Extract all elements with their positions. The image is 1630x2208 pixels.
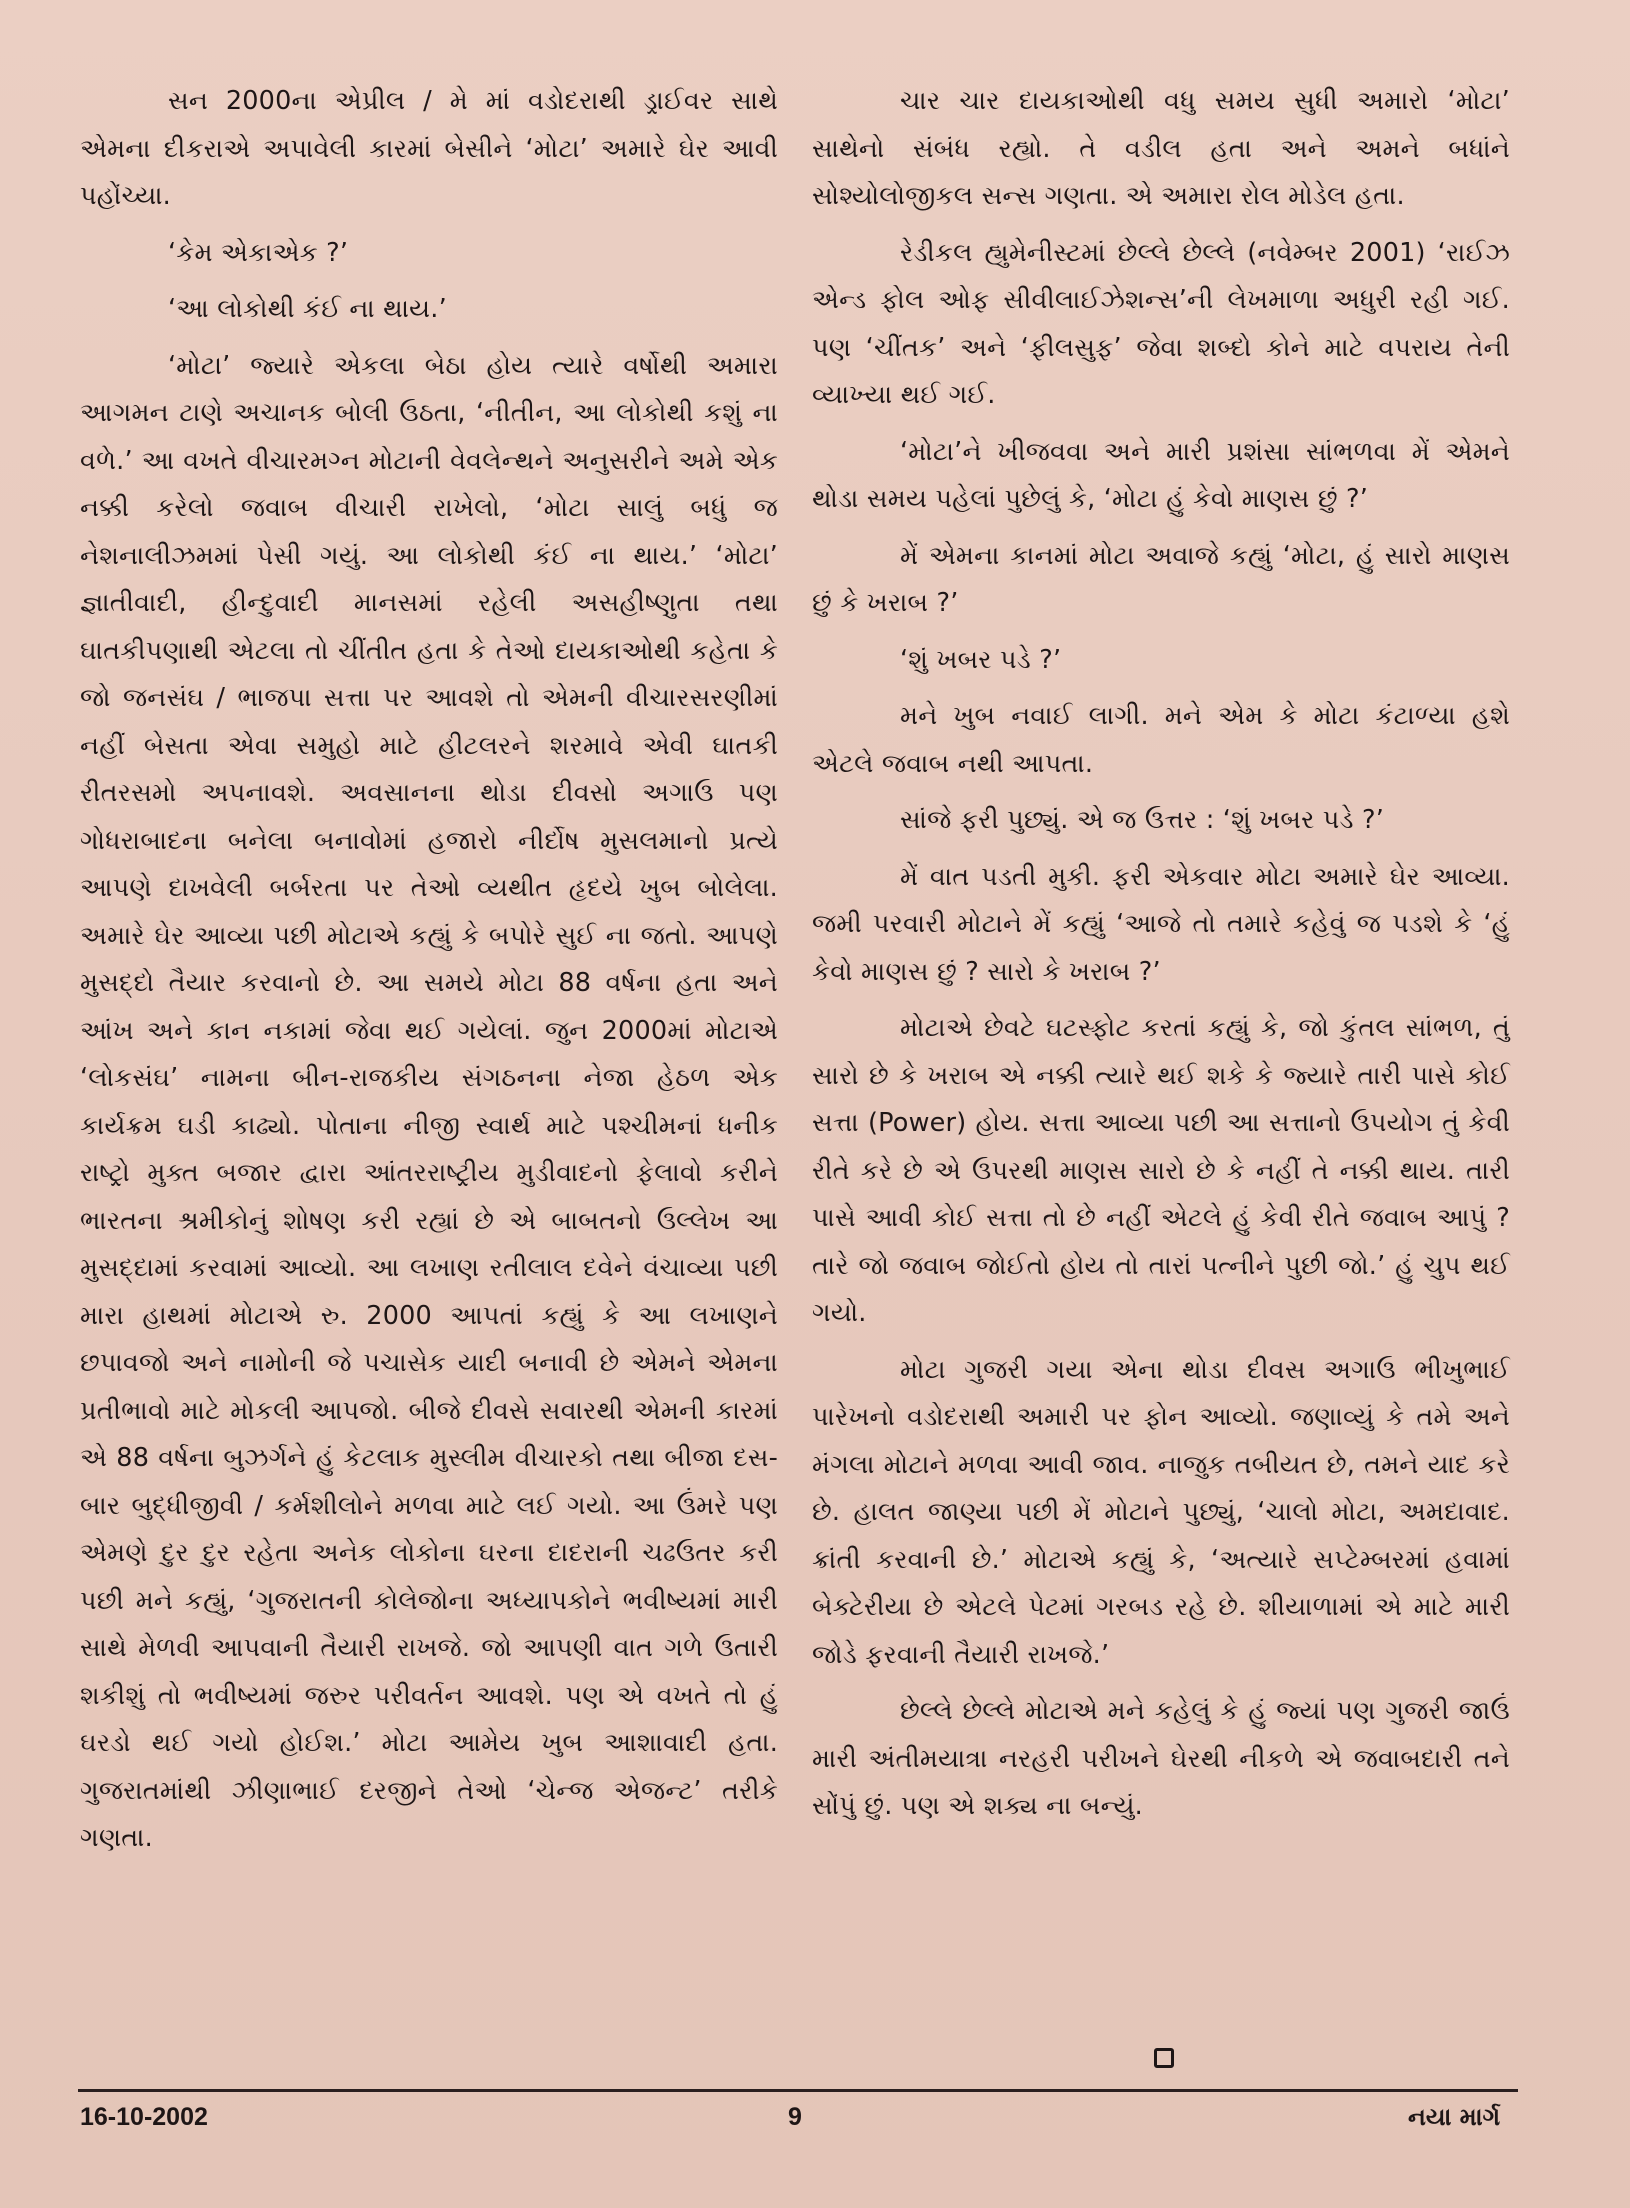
paragraph: ‘મોટા’ને ખીજવવા અને મારી પ્રશંસા સાંભળવા મેં એમને થોડા સમય પહેલાં પુછેલું કે, ‘મોટા હું કેવો માણસ છું ?’: [812, 436, 1510, 514]
paragraph: રેડીકલ હ્યુમેનીસ્ટમાં છેલ્લે છેલ્લે (નવેમ્બર 2001) ‘રાઈઝ એન્ડ ફોલ ઓફ સીવીલાઈઝેશન્સ’ની લેખમાળા અધુરી રહી ગઈ. પણ ‘ચીંતક’ અને ‘ફીલસુફ’ જેવા શબ્દો કોને માટે વપરાય તેની વ્યાખ્યા થઈ ગઈ.: [812, 237, 1510, 410]
end-mark-icon: [1154, 2048, 1174, 2068]
paragraph: ‘મોટા’ જ્યારે એકલા બેઠા હોય ત્યારે વર્ષોથી અમારા આગમન ટાણે અચાનક બોલી ઉઠતા, ‘નીતીન, આ લોકોથી કશું ના વળે.’ આ વખતે વીચારમગ્ન મોટાની વેવલેન્થને અનુસરીને અમે એક નક્કી કરેલો જવાબ વીચારી રાખેલો, ‘મોટા સાલું બધું જ નેશનાલીઝમમાં પેસી ગયું. આ લોકોથી કંઈ ના થાય.’ ‘મોટા’ જ્ઞાતીવાદી, હીન્દુવાદી માનસમાં રહેલી અસહીષ્ણુતા તથા ઘાતકીપણાથી એટલા તો ચીંતીત હતા કે તેઓ દાયકાઓથી કહેતા કે જો જનસંઘ / ભાજપા સત્તા પર આવશે તો એમની વીચારસરણીમાં નહીં બેસતા એવા સમુહો માટે હીટલરને શરમાવે એવી ઘાતકી રીતરસમો અપનાવશે. અવસાનના થોડા દીવસો અગાઉ પણ ગોધરાબાદના બનેલા બનાવોમાં હજારો નીર્દોષ મુસલમાનો પ્રત્યે આપણે દાખવેલી બર્બરતા પર તેઓ વ્યથીત હૃદયે ખુબ બોલેલા. અમારે ઘેર આવ્યા પછી મોટાએ કહ્યું કે બપોરે સુઈ ના જતો. આપણે મુસદ્દો તૈયાર કરવાનો છે. આ સમયે મોટા 88 વર્ષના હતા અને આંખ અને કાન નકામાં જેવા થઈ ગયેલાં. જુન 2000માં મોટાએ ‘લોકસંઘ’ નામના બીન-રાજકીય સંગઠનના નેજા હેઠળ એક કાર્યક્રમ ઘડી કાઢ્યો. પોતાના નીજી સ્વાર્થ માટે પશ્ચીમનાં ધનીક રાષ્ટ્રો મુક્ત બજાર દ્વારા આંતરરાષ્ટ્રીય મુડીવાદનો ફેલાવો કરીને ભારતના શ્રમીકોનું શોષણ કરી રહ્યાં છે એ બાબતનો ઉલ્લેખ આ મુસદ્દામાં કરવામાં આવ્યો. આ લખાણ રતીલાલ દવેને વંચાવ્યા પછી મારા હાથમાં મોટાએ રુ. 2000 આપતાં કહ્યું કે આ લખાણને છપાવજો અને નામોની જે પચાસેક યાદી બનાવી છે એમને એમના પ્રતીભાવો માટે મોકલી આપજો. બીજે દીવસે સવારથી એમની કારમાં એ 88 વર્ષના બુઝર્ગને હું કેટલાક મુસ્લીમ વીચારકો તથા બીજા દસ-બાર બુદ્ધીજીવી / કર્મશીલોને મળવા માટે લઈ ગયો. આ ઉંમરે પણ એમણે દુર દુર રહેતા અનેક લોકોના ઘરના દાદરાની ચઢઉતર કરી પછી મને કહ્યું, ‘ગુજરાતની કોલેજોના અધ્યાપકોને ભવીષ્યમાં મારી સાથે મેળવી આપવાની તૈયારી રાખજે. જો આપણી વાત ગળે ઉતારી શકીશું તો ભવીષ્યમાં જરુર પરીવર્તન આવશે. પણ એ વખતે તો હું ઘરડો થઈ ગયો હોઈશ.’ મોટા આમેય ખુબ આશાવાદી હતા. ગુજરાતમાંથી ઝીણાભાઈ દરજીને તેઓ ‘ચેન્જ એજન્ટ’ તરીકે ગણતા.: [80, 350, 778, 1853]
paragraph: ‘શું ખબર પડે ?’: [900, 644, 1062, 675]
left-column: [80, 78, 778, 1872]
paragraph: ‘આ લોકોથી કંઈ ના થાય.’: [168, 294, 447, 324]
footer-date: 16-10-2002: [80, 2103, 208, 2131]
paragraph: મોટા ગુજરી ગયા એના થોડા દીવસ અગાઉ ભીખુભાઈ પારેખનો વડોદરાથી અમારી પર ફોન આવ્યો. જણાવ્યું કે તમે અને મંગલા મોટાને મળવા આવી જાવ. નાજુક તબીયત છે, તમને યાદ કરે છે. હાલત જાણ્યા પછી મેં મોટાને પુછ્યું, ‘ચાલો મોટા, અમદાવાદ. ક્રાંતી કરવાની છે.’ મોટાએ કહ્યું કે, ‘અત્યારે સપ્ટેમ્બરમાં હવામાં બેક્ટેરીયા છે એટલે પેટમાં ગરબડ રહે છે. શીયાળામાં એ માટે મારી જોડે ફરવાની તૈયારી રાખજે.’: [812, 1354, 1510, 1670]
publication-name: નયા માર્ગ: [1408, 2103, 1501, 2131]
paragraph: મેં એમના કાનમાં મોટા અવાજે કહ્યું ‘મોટા, હું સારો માણસ છું કે ખરાબ ?’: [812, 540, 1510, 618]
page-number: 9: [788, 2103, 802, 2131]
paragraph: મેં વાત પડતી મુકી. ફરી એકવાર મોટા અમારે ઘેર આવ્યા. જમી પરવારી મોટાને મેં કહ્યું ‘આજે તો તમારે કહેવું જ પડશે કે ‘હું કેવો માણસ છું ? સારો કે ખરાબ ?’: [812, 861, 1510, 987]
paragraph: છેલ્લે છેલ્લે મોટાએ મને કહેલું કે હું જ્યાં પણ ગુજરી જાઉં મારી અંતીમયાત્રા નરહરી પરીખને ઘેરથી નીકળે એ જવાબદારી તને સોંપું છું. પણ એ શક્ય ના બન્યું.: [812, 1696, 1510, 1821]
paragraph: સન 2000ના એપ્રીલ / મે માં વડોદરાથી ડ્રાઈવર સાથે એમના દીકરાએ અપાવેલી કારમાં બેસીને ‘મોટા’ અમારે ઘેર આવી પહોંચ્યા.: [80, 86, 778, 211]
paragraph: સાંજે ફરી પુછ્યું. એ જ ઉત્તર : ‘શું ખબર પડે ?’: [900, 805, 1385, 835]
paragraph: ‘કેમ એકાએક ?’: [168, 237, 349, 268]
paragraph: મને ખુબ નવાઈ લાગી. મને એમ કે મોટા કંટાળ્યા હશે એટલે જવાબ નથી આપતા.: [812, 701, 1510, 779]
paragraph: ચાર ચાર દાયકાઓથી વધુ સમય સુધી અમારો ‘મોટા’ સાથેનો સંબંધ રહ્યો. તે વડીલ હતા અને અમને બધાંને સોશ્યોલોજીકલ સન્સ ગણતા. એ અમારા રોલ મોડેલ હતા.: [812, 86, 1510, 211]
footer-divider: [78, 2089, 1518, 2092]
right-column: [812, 78, 1510, 1840]
paragraph: મોટાએ છેવટે ઘટસ્ફોટ કરતાં કહ્યું કે, જો કુંતલ સાંભળ, તું સારો છે કે ખરાબ એ નક્કી ત્યારે થઈ શકે કે જ્યારે તારી પાસે કોઈ સત્તા (Power) હોય. સત્તા આવ્યા પછી આ સત્તાનો ઉપયોગ તું કેવી રીતે કરે છે એ ઉપરથી માણસ સારો છે કે નહીં તે નક્કી થાય. તારી પાસે આવી કોઈ સત્તા તો છે નહીં એટલે હું કેવી રીતે જવાબ આપું ? તારે જો જવાબ જોઈતો હોય તો તારાં પત્નીને પુછી જો.’ હું ચુપ થઈ ગયો.: [812, 1013, 1510, 1328]
